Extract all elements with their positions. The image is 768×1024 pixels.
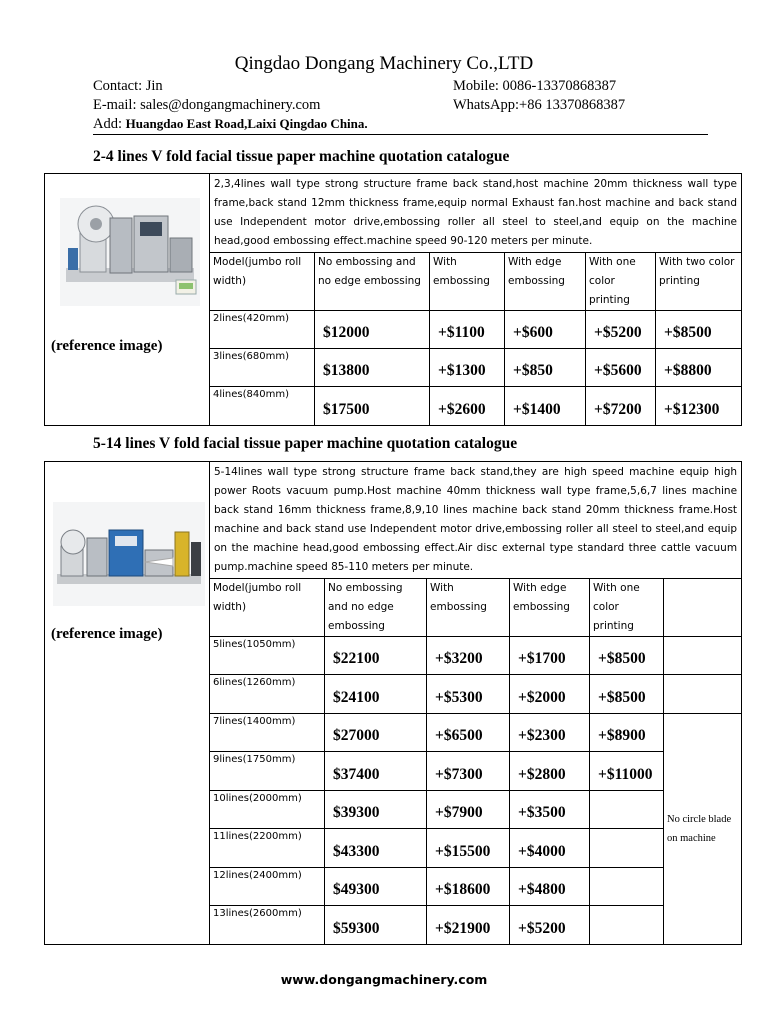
s1-row3-price-one-color: +$7200 <box>586 387 656 426</box>
s1-row2-price-edge: +$850 <box>505 349 586 387</box>
s2-header-no-embossing: No embossing and no edge embossing <box>325 579 427 637</box>
company-name: Qingdao Dongang Machinery Co.,LTD <box>234 53 534 74</box>
s2-row2-price-embossing: +$5300 <box>427 675 510 714</box>
section2-description: 5-14lines wall type strong structure frame back stand,they are high speed machine equip high power Roots vacuum pump.Host machine 40mm thickness wall type frame,5,6,7 lines machine back stand 16mm thickness frame,8,9,10 lines machine back stand 20mm thickness frame.Host machine and back stand use Independent motor drive,embossing roller all steel to steel,and equip on the machine head,good embossing effect.Air disc external type standard three cattle vacuum pump.machine speed 85-110 meters per minute. <box>210 462 742 579</box>
s1-row2-model: 3lines(680mm) <box>210 349 315 387</box>
s2-row8-model: 13lines(2600mm) <box>210 906 325 945</box>
s2-row1-price-one-color: +$8500 <box>590 637 664 675</box>
section1-quote-table <box>44 173 742 426</box>
s2-row4-price-one-color: +$11000 <box>590 752 664 791</box>
address-value: Huangdao East Road,Laixi Qingdao China. <box>125 116 368 131</box>
address-label: Add: <box>93 116 122 132</box>
s1-header-edge-embossing: With edge embossing <box>505 253 586 311</box>
s2-header-model: Model(jumbo roll width) <box>210 579 325 637</box>
whatsapp-number: WhatsApp:+86 13370868387 <box>453 97 626 113</box>
contact-name: Contact: Jin <box>93 78 163 94</box>
s1-row2-price-base: $13800 <box>315 349 430 387</box>
s2-row4-price-base: $37400 <box>325 752 427 791</box>
s2-header-embossing: With embossing <box>427 579 510 637</box>
s2-header-blank <box>664 579 742 637</box>
s2-row1-blank <box>664 637 742 675</box>
s2-row8-price-one-color <box>590 906 664 945</box>
s1-row2-price-one-color: +$5600 <box>586 349 656 387</box>
s2-row4-price-embossing: +$7300 <box>427 752 510 791</box>
s2-row3-price-embossing: +$6500 <box>427 714 510 752</box>
s2-row7-price-base: $49300 <box>325 868 427 906</box>
footer-website: www.dongangmachinery.com <box>280 972 488 987</box>
s2-row2-price-one-color: +$8500 <box>590 675 664 714</box>
s2-row1-price-base: $22100 <box>325 637 427 675</box>
s1-row2-price-two-color: +$8800 <box>656 349 742 387</box>
s2-row2-blank <box>664 675 742 714</box>
s2-row1-price-edge: +$1700 <box>510 637 590 675</box>
email-address: E-mail: sales@dongangmachinery.com <box>93 97 321 113</box>
s1-row3-price-base: $17500 <box>315 387 430 426</box>
section2-title: 5-14 lines V fold facial tissue paper machine quotation catalogue <box>93 435 518 452</box>
section1-image-cell <box>45 174 210 426</box>
tissue-machine-image <box>60 198 200 306</box>
s1-header-model: Model(jumbo roll width) <box>210 253 315 311</box>
tissue-machine-image <box>53 502 205 606</box>
s1-row2-price-embossing: +$1300 <box>430 349 505 387</box>
header-divider <box>93 134 708 135</box>
s1-row3-price-two-color: +$12300 <box>656 387 742 426</box>
s1-header-two-color: With two color printing <box>656 253 742 311</box>
s1-row1-price-two-color: +$8500 <box>656 311 742 349</box>
s1-row1-price-base: $12000 <box>315 311 430 349</box>
s2-row1-model: 5lines(1050mm) <box>210 637 325 675</box>
s2-row7-price-one-color <box>590 868 664 906</box>
s2-row5-price-edge: +$3500 <box>510 791 590 829</box>
s1-row3-price-embossing: +$2600 <box>430 387 505 426</box>
s2-row5-price-embossing: +$7900 <box>427 791 510 829</box>
s2-row4-price-edge: +$2800 <box>510 752 590 791</box>
s1-header-no-embossing: No embossing and no edge embossing <box>315 253 430 311</box>
s1-row1-price-embossing: +$1100 <box>430 311 505 349</box>
s2-row2-model: 6lines(1260mm) <box>210 675 325 714</box>
s2-row1-price-embossing: +$3200 <box>427 637 510 675</box>
s2-row6-price-one-color <box>590 829 664 868</box>
section1-title: 2-4 lines V fold facial tissue paper machine quotation catalogue <box>93 148 510 165</box>
section1-reference-label: (reference image) <box>51 338 163 354</box>
s2-row7-price-embossing: +$18600 <box>427 868 510 906</box>
s1-header-one-color: With one color printing <box>586 253 656 311</box>
s2-row3-price-edge: +$2300 <box>510 714 590 752</box>
s2-row6-model: 11lines(2200mm) <box>210 829 325 868</box>
s2-row6-price-embossing: +$15500 <box>427 829 510 868</box>
section2-quote-table <box>44 461 742 945</box>
s2-row2-price-base: $24100 <box>325 675 427 714</box>
s2-row5-price-one-color <box>590 791 664 829</box>
s2-header-edge-embossing: With edge embossing <box>510 579 590 637</box>
s2-row8-price-base: $59300 <box>325 906 427 945</box>
section2-image-cell <box>45 462 210 945</box>
s2-row3-price-one-color: +$8900 <box>590 714 664 752</box>
s2-row4-model: 9lines(1750mm) <box>210 752 325 791</box>
s2-header-one-color: With one color printing <box>590 579 664 637</box>
s1-row3-model: 4lines(840mm) <box>210 387 315 426</box>
mobile-number: Mobile: 0086-13370868387 <box>453 78 617 94</box>
s2-row3-model: 7lines(1400mm) <box>210 714 325 752</box>
s2-row6-price-base: $43300 <box>325 829 427 868</box>
s2-row3-price-base: $27000 <box>325 714 427 752</box>
s2-row8-price-embossing: +$21900 <box>427 906 510 945</box>
s1-header-embossing: With embossing <box>430 253 505 311</box>
s2-row6-price-edge: +$4000 <box>510 829 590 868</box>
s2-row2-price-edge: +$2000 <box>510 675 590 714</box>
s1-row1-price-edge: +$600 <box>505 311 586 349</box>
address-line <box>93 115 368 133</box>
s1-row1-price-one-color: +$5200 <box>586 311 656 349</box>
s2-row7-price-edge: +$4800 <box>510 868 590 906</box>
s2-row5-price-base: $39300 <box>325 791 427 829</box>
section2-reference-label: (reference image) <box>51 626 163 642</box>
s2-row7-model: 12lines(2400mm) <box>210 868 325 906</box>
s2-row5-model: 10lines(2000mm) <box>210 791 325 829</box>
s2-note-cell: No circle blade on machine <box>664 714 742 945</box>
section1-description: 2,3,4lines wall type strong structure frame back stand,host machine 20mm thickness wall type frame,back stand 12mm thickness frame,equip normal Exhaust fan.host machine and back stand use Independent motor drive,embossing roller all steel to steel,and equip on the machine head,good embossing effect.machine speed 90-120 meters per minute. <box>210 174 742 253</box>
s2-row8-price-edge: +$5200 <box>510 906 590 945</box>
s1-row3-price-edge: +$1400 <box>505 387 586 426</box>
s1-row1-model: 2lines(420mm) <box>210 311 315 349</box>
